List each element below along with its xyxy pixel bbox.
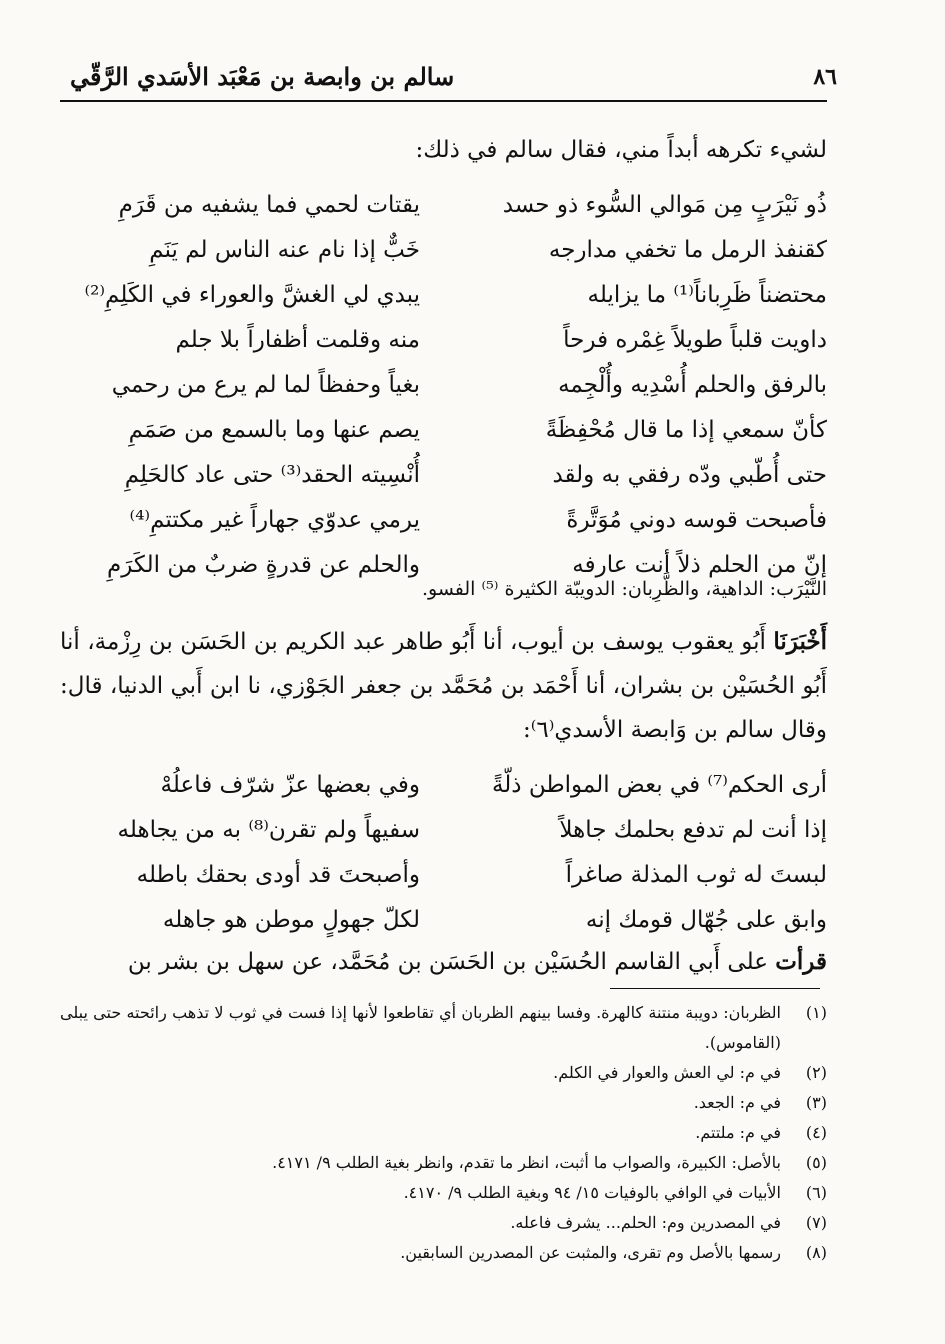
verse-line — [60, 317, 827, 362]
isnad-text: أَبُو يعقوب يوسف بن أيوب، أنا أَبُو طاهر عبد الكريم بن الحَسَن بن رِزْمة، أنا أَبُو الحُسَيْن بن بشران، أنا أَحْمَد بن مُحَمَّد بن جعفر الجَوْزي، نا ابن أَبي الدنيا، قال: وقال سالم بن وَابصة الأسدي⁽٦⁾: — [60, 629, 827, 743]
verse-first-hemistich: أرى الحكم⁽⁷⁾ في بعض المواطن ذلّةً — [491, 771, 827, 798]
footnote-text: الظربان: دويبة منتنة كالهرة. وفسا بينهم الظربان أي تقاطعوا لأنها إذا فست في ثوب لا تذهب رائحته حتى يبلى (القاموس). — [60, 1003, 781, 1052]
footnote — [60, 1178, 827, 1208]
verse-line — [60, 272, 827, 317]
verse-second-hemistich: خَبٌّ إذا نام عنه الناس لم يَنَمِ — [149, 236, 420, 263]
footnote — [60, 1088, 827, 1118]
verse-second-hemistich: أُنْسِيته الحقد⁽³⁾ حتى عاد كالحَلِمِ — [124, 461, 420, 488]
poem-2 — [60, 762, 827, 942]
verse-second-hemistich: سفيهاً ولم تقرن⁽⁸⁾ به من يجاهله — [117, 816, 420, 843]
gloss-note: النَّيْرَب: الداهية، والظَّرِبان: الدويبّة الكثيرة ⁽⁵⁾ الفسو. — [421, 578, 827, 600]
footnote — [60, 1238, 827, 1268]
footnote-text: في المصدرين وم: الحلم... يشرف فاعله. — [510, 1213, 781, 1232]
verse-line — [60, 182, 827, 227]
footnote-text: في م: الجعد. — [693, 1093, 781, 1112]
footnotes — [60, 998, 827, 1268]
footnote-text: في م: ملتتم. — [695, 1123, 781, 1142]
running-title: سالم بن وابصة بن مَعْبَد الأسَدي الرَّقّي — [70, 62, 455, 91]
footnote-text: في م: لي العش والعوار في الكلم. — [553, 1063, 781, 1082]
verse-line — [60, 762, 827, 807]
verse-first-hemistich: لبستَ له ثوب المذلة صاغراً — [565, 861, 827, 888]
verse-second-hemistich: بغياً وحفظاً لما لم يرع من رحمي — [111, 371, 420, 398]
verse-line — [60, 362, 827, 407]
footnote-text: بالأصل: الكبيرة، والصواب ما أثبت، انظر ما تقدم، وانظر بغية الطلب ٩/ ٤١٧١. — [272, 1153, 781, 1172]
verse-line — [60, 407, 827, 452]
poem-1 — [60, 182, 827, 587]
verse-first-hemistich: وابق على جُهّال قومك إنه — [585, 906, 827, 933]
intro-line: لشيء تكرهه أبداً مني، فقال سالم في ذلك: — [415, 137, 827, 163]
footnote-number: (٦) — [805, 1183, 827, 1202]
footnote-number: (٥) — [805, 1153, 827, 1172]
verse-line — [60, 897, 827, 942]
footnote-number: (٧) — [805, 1213, 827, 1232]
verse-line — [60, 497, 827, 542]
footnote-text: رسمها بالأصل وم تقرى، والمثبت عن المصدرين السابقين. — [400, 1243, 781, 1262]
footnote-number: (٤) — [805, 1123, 827, 1142]
footnote-number: (٢) — [805, 1063, 827, 1082]
isnad-paragraph-2 — [60, 940, 827, 984]
verse-first-hemistich: إذا أنت لم تدفع بحلمك جاهلاً — [559, 816, 827, 843]
verse-first-hemistich: داويت قلباً طويلاً غِمْره فرحاً — [563, 326, 827, 353]
footnote-text: الأبيات في الوافي بالوفيات ١٥/ ٩٤ وبغية الطلب ٩/ ٤١٧٠. — [403, 1183, 781, 1202]
footnote — [60, 1148, 827, 1178]
verse-second-hemistich: يصم عنها وما بالسمع من صَمَمِ — [128, 416, 420, 443]
isnad-lead-word: قرأت — [775, 948, 827, 975]
verse-second-hemistich: منه وقلمت أظفاراً بلا جلم — [175, 326, 420, 353]
verse-line — [60, 807, 827, 852]
footnote-separator — [610, 988, 820, 989]
verse-second-hemistich: يرمي عدوّي جهاراً غير مكتتمِ⁽⁴⁾ — [129, 506, 420, 533]
footnote — [60, 998, 827, 1058]
isnad-lead-word: أَخْبَرَنَا — [773, 628, 828, 655]
verse-second-hemistich: لكلّ جهولٍ موطن هو جاهله — [162, 906, 420, 933]
isnad-paragraph-1 — [60, 620, 827, 752]
verse-first-hemistich: بالرفق والحلم أُسْدِيه وأُلْجِمه — [558, 371, 827, 398]
footnote — [60, 1208, 827, 1238]
verse-line — [60, 452, 827, 497]
footnote-number: (١) — [805, 1003, 827, 1022]
verse-second-hemistich: والحلم عن قدرةٍ ضربٌ من الكَرَمِ — [106, 551, 420, 578]
footnote — [60, 1058, 827, 1088]
isnad-text: على أَبي القاسم الحُسَيْن بن الحَسَن بن مُحَمَّد، عن سهل بن بشر بن — [127, 949, 768, 975]
verse-line — [60, 852, 827, 897]
footnote — [60, 1118, 827, 1148]
verse-second-hemistich: وفي بعضها عزّ شرّف فاعلُهْ — [160, 771, 420, 798]
verse-second-hemistich: وأصبحتَ قد أودى بحقك باطله — [136, 861, 420, 888]
verse-first-hemistich: حتى أُطّبي ودّه رفقي به ولقد — [552, 461, 827, 488]
verse-first-hemistich: فأصبحت قوسه دوني مُوَتَّرةً — [566, 506, 827, 533]
page-header — [60, 58, 837, 102]
verse-second-hemistich: يبدي لي الغشَّ والعوراء في الكَلِمِ⁽²⁾ — [84, 281, 420, 308]
verse-first-hemistich: كقنفذ الرمل ما تخفي مدارجه — [548, 236, 827, 263]
verse-line — [60, 227, 827, 272]
verse-first-hemistich: إنّ من الحلم ذلاً أنت عارفه — [572, 551, 827, 578]
verse-second-hemistich: يقتات لحمي فما يشفيه من قَرَمِ — [118, 191, 420, 218]
verse-first-hemistich: محتضناً ظَرِباناً⁽¹⁾ ما يزايله — [587, 281, 827, 308]
verse-first-hemistich: ذُو نَيْرَبٍ مِن مَوالي السُّوء ذو حسد — [502, 191, 827, 218]
verse-first-hemistich: كأنّ سمعي إذا ما قال مُحْفِظَةً — [545, 416, 827, 443]
page-number: ٨٦ — [813, 64, 837, 90]
footnote-number: (٣) — [805, 1093, 827, 1112]
footnote-number: (٨) — [805, 1243, 827, 1262]
